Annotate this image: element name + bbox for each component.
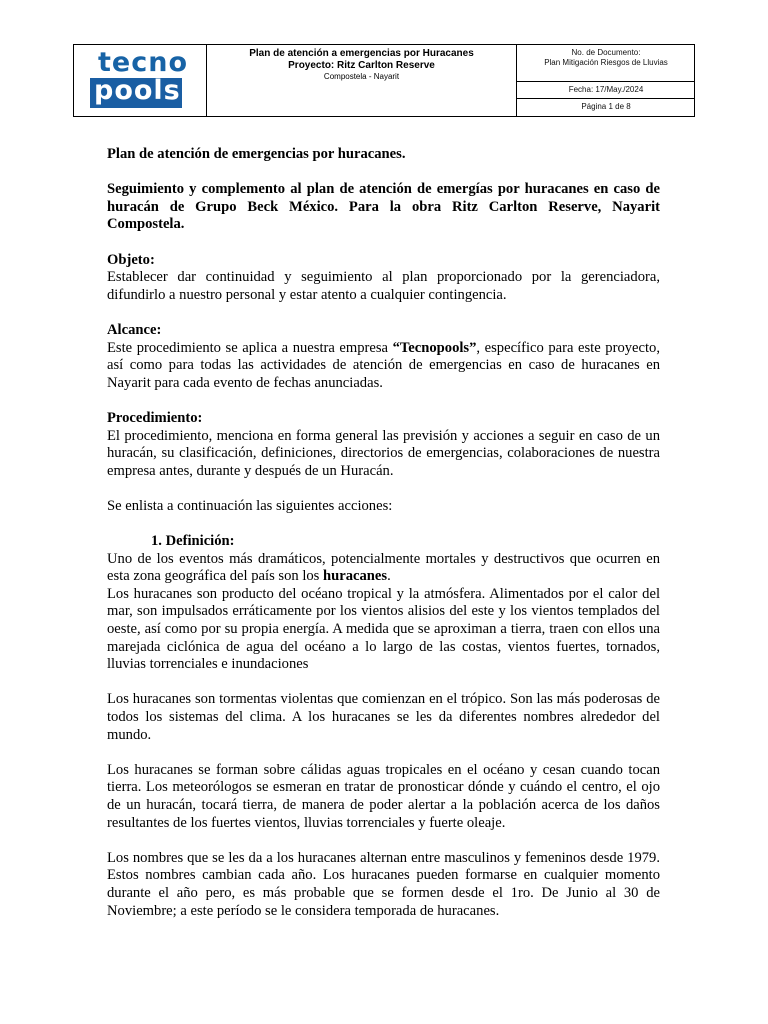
objeto-title: Objeto: xyxy=(107,251,155,268)
header-title-cell xyxy=(207,45,517,117)
doc-number-label: No. de Documento: xyxy=(571,48,641,57)
objeto-text: Establecer dar continuidad y seguimiento al plan proporcionado por la gerenciadora, difundirlo a nuestro personal y estar atento a cualquier contingencia. xyxy=(107,269,660,303)
procedimiento-text: El procedimiento, menciona en forma general las previsión y acciones a seguir en caso de un huracán, su clasificación, definiciones, directorios de emergencias, colaboraciones de nuestra empresa antes, durante y después de un Huracán. xyxy=(107,427,660,479)
date-cell xyxy=(517,82,695,99)
project-label: Proyecto: xyxy=(288,60,335,71)
procedimiento-title: Procedimiento: xyxy=(107,409,203,426)
def-p1-bold: huracanes xyxy=(323,568,388,585)
project-line xyxy=(207,60,516,72)
page-cell xyxy=(517,99,695,117)
project-location: Compostela - Nayarit xyxy=(323,72,400,81)
document-body xyxy=(107,146,660,920)
definition-paragraph-2: Los huracanes son producto del océano tropical y la atmósfera. Alimentados por el calor del mar, son impulsados erráticamente por los vientos alisios del este y los vientos templados del oeste, así como por su propia energía. A medida que se aproximan a tierra, traen con ellos una marejada ciclónica de agua del océano a lo largo de las costas, vientos fuertes, tornados, lluvias torrenciales e inundaciones xyxy=(107,585,660,673)
alcance-post: , específico para este proyecto, así como para todas las actividades de atención de emergencias en caso de huracanes en Nayarit para cada evento de fechas anunciadas. xyxy=(107,339,660,391)
def-p1-pre: Uno de los eventos más dramáticos, potencialmente mortales y destructivos que ocurren en esta zona geográfica del país son los xyxy=(107,550,660,585)
actions-intro: Se enlista a continuación las siguientes acciones: xyxy=(107,497,393,514)
definition-paragraph-1 xyxy=(107,551,660,586)
paragraph-3: Los huracanes son tormentas violentas que comienzan en el trópico. Son las más poderosas de todos los sistemas del clima. A los huracanes se les da diferentes nombres alrededor del mundo. xyxy=(107,691,660,743)
definition-title: 1. Definición: xyxy=(151,533,235,550)
company-logo xyxy=(74,45,207,117)
logo-text-bottom: pools xyxy=(94,75,181,106)
document-date: Fecha: 17/May./2024 xyxy=(568,85,644,94)
page-number: Página 1 de 8 xyxy=(581,102,631,111)
paragraph-5: Los nombres que se les da a los huracanes alternan entre masculinos y femeninos desde 1979. Estos nombres cambian cada año. Los huracanes pueden formarse en cualquier momento durante el año pero, es más probable que se formen desde el 1ro. De Junio al 30 de Noviembre; a este período se le considera temporada de huracanes. xyxy=(107,849,660,919)
doc-number-cell xyxy=(517,45,695,82)
company-name-bold: “Tecnopools” xyxy=(392,339,477,356)
alcance-title: Alcance: xyxy=(107,321,162,338)
def-p1-post: . xyxy=(387,568,391,585)
alcance-text xyxy=(107,340,660,393)
alcance-pre: Este procedimiento se aplica a nuestra empresa xyxy=(107,339,393,356)
doc-number-value: Plan Mitigación Riesgos de Lluvias xyxy=(544,58,668,67)
paragraph-4: Los huracanes se forman sobre cálidas aguas tropicales en el océano y cesan cuando tocan tierra. Los meteorólogos se esmeran en tratar de pronosticar dónde y cuándo el centro, el ojo de un huracán, tocará tierra, de manera de poder alertar a la población acerca de los daños resultantes de los fuertes vientos, lluvias torrenciales y fuerte oleaje. xyxy=(107,761,660,831)
plan-title: Plan de atención a emergencias por Huracanes xyxy=(249,48,474,59)
document-subheading: Seguimiento y complemento al plan de atención de emergías por huracanes en caso de huracán de Grupo Beck México. Para la obra Ritz Carlton Reserve, Nayarit Compostela. xyxy=(107,181,660,233)
document-heading: Plan de atención de emergencias por huracanes. xyxy=(107,146,406,162)
project-name: Ritz Carlton Reserve xyxy=(337,60,435,71)
document-header-table xyxy=(73,44,695,117)
logo-text-top: tecno xyxy=(98,47,188,78)
